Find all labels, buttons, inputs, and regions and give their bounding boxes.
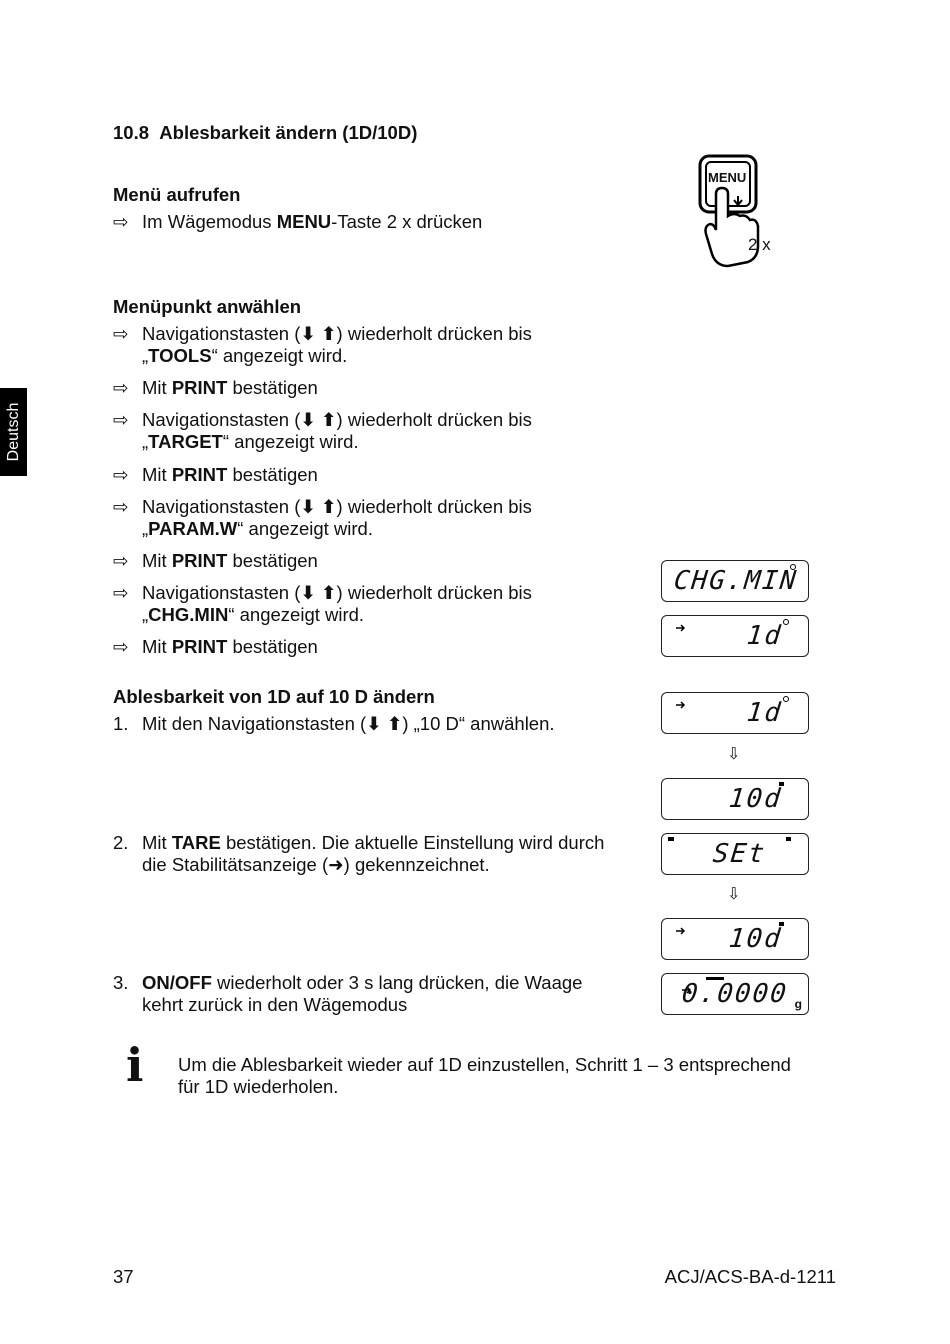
change-heading: Ablesbarkeit von 1D auf 10 D ändern (113, 686, 435, 707)
lcd-display-1d: 1d (661, 615, 809, 657)
menu-key-illustration (698, 154, 788, 272)
up-arrow-icon: ⬆ (321, 496, 337, 517)
document-id: ACJ/ACS-BA-d-1211 (664, 1266, 836, 1287)
up-arrow-icon: ⬆ (386, 713, 403, 734)
up-arrow-icon: ⬆ (321, 323, 337, 344)
lcd-display-10d-stable: 10d (661, 918, 809, 960)
down-arrow-icon: ⬇ (300, 496, 316, 517)
lcd-display-10d: 10d (661, 778, 809, 820)
hollow-arrow-icon: ⇨ (113, 377, 129, 398)
down-hollow-arrow-icon: ⇩ (727, 886, 741, 903)
language-tab (0, 388, 27, 476)
stability-arrow-icon: ➜ (328, 854, 344, 875)
down-arrow-icon: ⬇ (366, 713, 382, 734)
lcd-display-1d-select: 1d (661, 692, 809, 734)
menu-call-heading: Menü aufrufen (113, 184, 241, 205)
hollow-arrow-icon: ⇨ (113, 636, 129, 657)
up-arrow-icon: ⬆ (321, 582, 337, 603)
menu-key-label: MENU (708, 170, 747, 185)
lcd-display-chgmin: CHG.MIN (661, 560, 809, 602)
hollow-arrow-icon: ⇨ (113, 550, 129, 571)
up-arrow-icon: ⬆ (321, 409, 337, 430)
hollow-arrow-icon: ⇨ (113, 211, 129, 232)
section-title: Ablesbarkeit ändern (1D/10D) (159, 122, 418, 143)
hollow-arrow-icon: ⇨ (113, 323, 129, 344)
section-number: 10.8 (113, 122, 150, 143)
down-hollow-arrow-icon: ⇩ (727, 746, 741, 763)
down-arrow-icon: ⬇ (300, 582, 316, 603)
info-note: Um die Ablesbarkeit wieder auf 1D einzustellen, Schritt 1 – 3 entsprechend für 1D wiederholen. (178, 1054, 791, 1097)
lcd-display-weighing: 0.0000 g (661, 973, 809, 1015)
down-arrow-icon: ⬇ (300, 409, 316, 430)
hollow-arrow-icon: ⇨ (113, 464, 129, 485)
unit-label: g (794, 997, 802, 1011)
page-number: 37 (113, 1266, 134, 1287)
press-count: 2 x (748, 235, 771, 254)
language-tab-label: Deutsch (4, 402, 22, 462)
info-icon: i (126, 1038, 144, 1092)
hollow-arrow-icon: ⇨ (113, 582, 129, 603)
section-heading (113, 122, 417, 144)
hollow-arrow-icon: ⇨ (113, 496, 129, 517)
down-arrow-icon: ⬇ (300, 323, 316, 344)
select-item-heading: Menüpunkt anwählen (113, 296, 302, 317)
hollow-arrow-icon: ⇨ (113, 409, 129, 430)
lcd-display-set: SEt (661, 833, 809, 875)
